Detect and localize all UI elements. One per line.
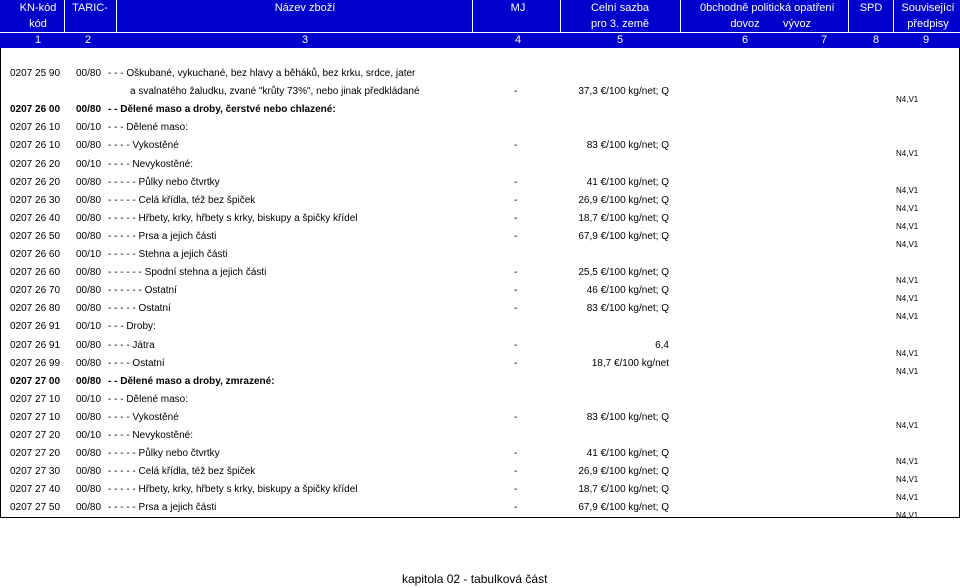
table-row (0, 448, 960, 460)
row-description: - - - - - Ostatní (108, 303, 171, 314)
row-related-regulations: N4,V1 (896, 475, 919, 484)
row-kn-code: 0207 27 10 (10, 412, 61, 423)
row-customs-rate: 41 €/100 kg/net; Q (586, 448, 669, 459)
row-description: - - - Dělené maso: (108, 122, 189, 133)
table-row (0, 177, 960, 189)
row-unit: - (514, 213, 518, 224)
row-taric-code: 00/80 (76, 231, 102, 242)
row-related-regulations: N4,V1 (896, 457, 919, 466)
row-customs-rate: 18,7 €/100 kg/net; Q (578, 213, 669, 224)
row-description: - - - - Ostatní (108, 358, 165, 369)
row-unit: - (514, 285, 518, 296)
table-row (0, 68, 960, 80)
row-taric-code: 00/80 (76, 213, 102, 224)
row-customs-rate: 46 €/100 kg/net; Q (586, 285, 669, 296)
row-description: - - - Oškubané, vykuchané, bez hlavy a běháků, bez krku, srdce, jater (108, 68, 416, 79)
header-divider (116, 0, 117, 32)
row-taric-code: 00/80 (76, 412, 102, 423)
row-taric-code: 00/80 (76, 104, 102, 115)
header-souvisejici: Související (901, 2, 955, 14)
header-mj: MJ (510, 2, 526, 14)
row-related-regulations: N4,V1 (896, 222, 919, 231)
row-customs-rate: 83 €/100 kg/net; Q (586, 303, 669, 314)
header-col-num-5: 5 (616, 34, 624, 46)
table-row (0, 340, 960, 352)
header-dovoz: dovoz (730, 18, 760, 30)
row-taric-code: 00/80 (76, 303, 102, 314)
row-taric-code: 00/10 (76, 249, 102, 260)
row-related-regulations: N4,V1 (896, 493, 919, 502)
header-divider (472, 0, 473, 32)
table-header (0, 0, 960, 48)
header-celni-sazba: Celní sazba (590, 2, 650, 14)
table-row (0, 140, 960, 152)
table-row (0, 195, 960, 207)
row-description: - - - - - Půlky nebo čtvrtky (108, 177, 220, 188)
row-description: - - - - Játra (108, 340, 155, 351)
row-customs-rate: 26,9 €/100 kg/net; Q (578, 195, 669, 206)
row-unit: - (514, 140, 518, 151)
row-kn-code: 0207 26 40 (10, 213, 61, 224)
row-customs-rate: 41 €/100 kg/net; Q (586, 177, 669, 188)
row-description: - - - - - Půlky nebo čtvrtky (108, 448, 220, 459)
table-row (0, 231, 960, 243)
table-row (0, 484, 960, 496)
row-kn-code: 0207 27 50 (10, 502, 61, 513)
row-kn-code: 0207 27 10 (10, 394, 61, 405)
row-description: a svalnatého žaludku, zvané "krůty 73%", nebo jinak předkládané (130, 86, 420, 97)
row-unit: - (514, 267, 518, 278)
header-col-num-9: 9 (922, 34, 930, 46)
row-taric-code: 00/10 (76, 122, 102, 133)
header-divider (64, 0, 65, 32)
table-row (0, 213, 960, 225)
row-kn-code: 0207 26 80 (10, 303, 61, 314)
row-kn-code: 0207 26 50 (10, 231, 61, 242)
row-unit: - (514, 412, 518, 423)
row-related-regulations: N4,V1 (896, 276, 919, 285)
row-description: - - - - - Stehna a jejich části (108, 249, 228, 260)
row-customs-rate: 67,9 €/100 kg/net; Q (578, 231, 669, 242)
row-taric-code: 00/80 (76, 177, 102, 188)
row-description: - - Dělené maso a droby, čerstvé nebo chlazené: (108, 104, 336, 115)
header-col-num-7: 7 (820, 34, 828, 46)
row-description: - - - - - Hřbety, krky, hřbety s krky, biskupy a špičky křídel (108, 484, 358, 495)
row-unit: - (514, 448, 518, 459)
header-kod: kód (29, 18, 47, 30)
row-related-regulations: N4,V1 (896, 312, 919, 321)
table-row (0, 466, 960, 478)
row-unit: - (514, 358, 518, 369)
row-unit: - (514, 195, 518, 206)
row-description: - - - - - Hřbety, krky, hřbety s krky, biskupy a špičky křídel (108, 213, 358, 224)
row-related-regulations: N4,V1 (896, 511, 919, 520)
header-col-num-8: 8 (872, 34, 880, 46)
row-related-regulations: N4,V1 (896, 95, 919, 104)
row-unit: - (514, 502, 518, 513)
row-unit: - (514, 231, 518, 242)
row-customs-rate: 83 €/100 kg/net; Q (586, 140, 669, 151)
row-kn-code: 0207 26 91 (10, 321, 61, 332)
table-row (0, 159, 960, 171)
row-taric-code: 00/80 (76, 285, 102, 296)
table-row (0, 249, 960, 261)
header-nazev-zbozi: Název zboží (274, 2, 336, 14)
page-footer: kapitola 02 - tabulková část (402, 572, 548, 586)
row-kn-code: 0207 26 00 (10, 104, 61, 115)
row-description: - - - Droby: (108, 321, 156, 332)
table-row (0, 502, 960, 514)
row-taric-code: 00/10 (76, 159, 102, 170)
row-related-regulations: N4,V1 (896, 149, 919, 158)
row-related-regulations: N4,V1 (896, 204, 919, 213)
table-row (0, 122, 960, 134)
row-kn-code: 0207 26 10 (10, 140, 61, 151)
row-customs-rate: 18,7 €/100 kg/net; Q (578, 484, 669, 495)
row-customs-rate: 6,4 (655, 340, 669, 351)
header-kn-kod: KN-kód (19, 2, 57, 14)
row-description: - - - - - Celá křídla, též bez špiček (108, 466, 256, 477)
header-spd: SPD (859, 2, 883, 14)
row-unit: - (514, 303, 518, 314)
row-customs-rate: 18,7 €/100 kg/net (591, 358, 669, 369)
table-row (0, 267, 960, 279)
table-row (0, 412, 960, 424)
row-kn-code: 0207 27 40 (10, 484, 61, 495)
table-row (0, 394, 960, 406)
row-description: - - - - - - Ostatní (108, 285, 177, 296)
header-col-num-3: 3 (301, 34, 309, 46)
row-taric-code: 00/80 (76, 466, 102, 477)
table-row (0, 104, 960, 116)
header-row-rule (0, 32, 960, 33)
row-related-regulations: N4,V1 (896, 349, 919, 358)
row-description: - - - - Vykostěné (108, 412, 179, 423)
table-row (0, 430, 960, 442)
row-taric-code: 00/80 (76, 448, 102, 459)
header-divider (893, 0, 894, 32)
row-kn-code: 0207 26 20 (10, 159, 61, 170)
row-kn-code: 0207 27 30 (10, 466, 61, 477)
row-kn-code: 0207 27 00 (10, 376, 61, 387)
row-description: - - - Dělené maso: (108, 394, 189, 405)
row-taric-code: 00/80 (76, 358, 102, 369)
row-description: - - - - - Prsa a jejich části (108, 231, 217, 242)
row-taric-code: 00/10 (76, 321, 102, 332)
row-kn-code: 0207 26 60 (10, 249, 61, 260)
row-taric-code: 00/80 (76, 340, 102, 351)
header-col-num-6: 6 (741, 34, 749, 46)
table-row (0, 86, 960, 98)
table-row (0, 376, 960, 388)
row-kn-code: 0207 26 30 (10, 195, 61, 206)
row-related-regulations: N4,V1 (896, 186, 919, 195)
header-obchodne-politicka-opatreni: 0bchodně politická opatření (700, 2, 835, 14)
row-kn-code: 0207 26 10 (10, 122, 61, 133)
row-related-regulations: N4,V1 (896, 240, 919, 249)
row-description: - - - - - Celá křídla, též bez špiček (108, 195, 256, 206)
row-customs-rate: 67,9 €/100 kg/net; Q (578, 502, 669, 513)
header-divider (560, 0, 561, 32)
row-description: - - - - Nevykostěné: (108, 430, 194, 441)
table-border-bottom (0, 517, 960, 518)
row-taric-code: 00/80 (76, 267, 102, 278)
header-divider (848, 0, 849, 32)
row-customs-rate: 37,3 €/100 kg/net; Q (578, 86, 669, 97)
row-customs-rate: 83 €/100 kg/net; Q (586, 412, 669, 423)
header-pro-3-zeme: pro 3. země (590, 18, 650, 30)
row-kn-code: 0207 26 60 (10, 267, 61, 278)
table-row (0, 285, 960, 297)
header-col-num-1: 1 (34, 34, 42, 46)
row-related-regulations: N4,V1 (896, 367, 919, 376)
header-col-num-4: 4 (514, 34, 522, 46)
header-predpisy: předpisy (907, 18, 949, 30)
row-kn-code: 0207 25 90 (10, 68, 61, 79)
row-kn-code: 0207 26 99 (10, 358, 61, 369)
row-unit: - (514, 340, 518, 351)
row-unit: - (514, 177, 518, 188)
header-col-num-2: 2 (84, 34, 92, 46)
row-description: - - - - Vykostěné (108, 140, 179, 151)
row-description: - - Dělené maso a droby, zmrazené: (108, 376, 275, 387)
row-kn-code: 0207 27 20 (10, 430, 61, 441)
header-taric: TARIC- (72, 2, 108, 14)
row-taric-code: 00/10 (76, 394, 102, 405)
row-related-regulations: N4,V1 (896, 421, 919, 430)
row-taric-code: 00/80 (76, 195, 102, 206)
row-description: - - - - Nevykostěné: (108, 159, 194, 170)
row-taric-code: 00/80 (76, 502, 102, 513)
header-divider (680, 0, 681, 32)
row-kn-code: 0207 27 20 (10, 448, 61, 459)
row-taric-code: 00/80 (76, 140, 102, 151)
row-kn-code: 0207 26 20 (10, 177, 61, 188)
table-row (0, 321, 960, 333)
table-row (0, 358, 960, 370)
row-unit: - (514, 484, 518, 495)
row-customs-rate: 25,5 €/100 kg/net; Q (578, 267, 669, 278)
row-unit: - (514, 86, 518, 97)
row-taric-code: 00/80 (76, 376, 102, 387)
row-taric-code: 00/80 (76, 484, 102, 495)
row-related-regulations: N4,V1 (896, 294, 919, 303)
row-kn-code: 0207 26 91 (10, 340, 61, 351)
row-taric-code: 00/10 (76, 430, 102, 441)
row-customs-rate: 26,9 €/100 kg/net; Q (578, 466, 669, 477)
table-row (0, 303, 960, 315)
row-kn-code: 0207 26 70 (10, 285, 61, 296)
row-unit: - (514, 466, 518, 477)
header-vyvoz: vývoz (782, 18, 812, 30)
row-description: - - - - - Prsa a jejich části (108, 502, 217, 513)
row-taric-code: 00/80 (76, 68, 102, 79)
row-description: - - - - - - Spodní stehna a jejich části (108, 267, 267, 278)
